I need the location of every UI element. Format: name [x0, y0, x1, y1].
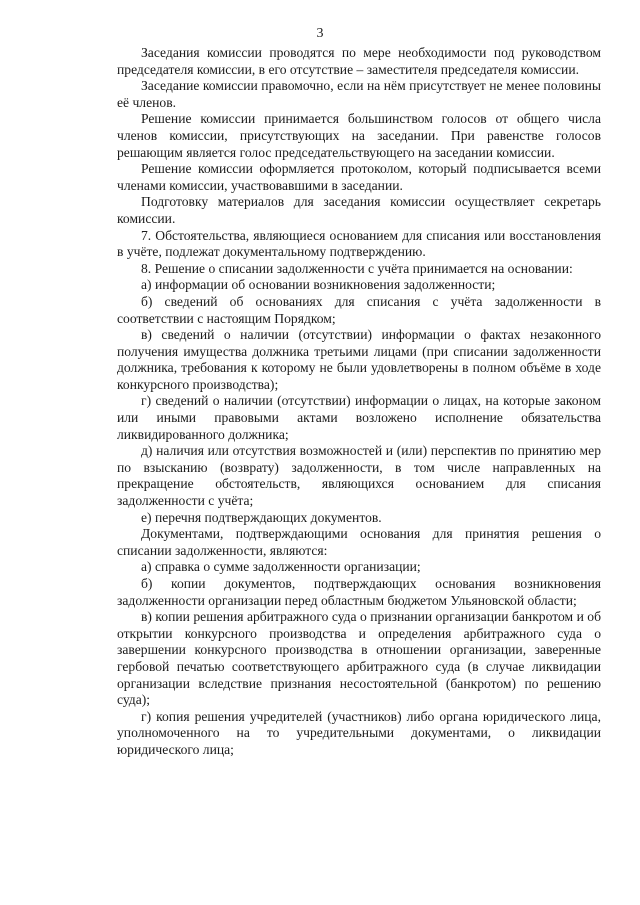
page-number: 3 [316, 26, 324, 41]
paragraph: Документами, подтверждающими основания для принятия решения о списании задолженности, являются: [117, 526, 601, 558]
list-item: б) сведений об основаниях для списания с учёта задолженности в соответствии с настоящим Порядком; [117, 293, 601, 326]
paragraph: Решение комиссии оформляется протоколом, который подписывается всеми членами комиссии, участвовавшими в заседании. [117, 161, 601, 193]
list-item: д) наличия или отсутствия возможностей и (или) перспектив по принятию мер по взысканию (возврату) задолженности, в том числе направленных на прекращение обстоятельств, являющихся основанием для списания задолженности с учёта; [117, 443, 601, 509]
list-item: а) информации об основании возникновения задолженности; [141, 277, 496, 293]
paragraph: Подготовку материалов для заседания комиссии осуществляет секретарь комиссии. [117, 194, 601, 226]
document-body [117, 45, 601, 759]
list-item: в) копии решения арбитражного суда о признании организации банкротом и об открытии конкурсного производства и определения арбитражного суда о завершении конкурсного производства в отношении организации, заверенные гербовой печатью соответствующего арбитражного суда (в случае ликвидации организации вследствие признания несостоятельной (банкротом) по решению суда); [117, 609, 601, 708]
paragraph: Решение комиссии принимается большинством голосов от общего числа членов комиссии, присутствующих на заседании. При равенстве голосов решающим является голос председательствующего на заседании комиссии. [117, 111, 601, 160]
paragraph: 7. Обстоятельства, являющиеся основанием для списания или восстановления в учёте, подлежат документальному подтверждению. [117, 227, 601, 260]
list-item: б) копии документов, подтверждающих основания возникновения задолженности организации перед областным бюджетом Ульяновской области; [117, 576, 601, 608]
list-item: в) сведений о наличии (отсутствии) информации о фактах незаконного получения имущества должника третьими лицами (при списании задолженности должника, требования к которому не были удовлетворены в полном объёме в ходе конкурсного производства); [117, 327, 601, 392]
list-item: г) копия решения учредителей (участников) либо органа юридического лица, уполномоченного на то учредительными документами, о ликвидации юридического лица; [117, 708, 601, 757]
list-item: е) перечня подтверждающих документов. [141, 509, 382, 525]
paragraph: 8. Решение о списании задолженности с учёта принимается на основании: [141, 260, 573, 276]
paragraph: Заседание комиссии правомочно, если на нём присутствует не менее половины её членов. [117, 78, 601, 110]
paragraph: Заседания комиссии проводятся по мере необходимости под руководством председателя комиссии, в его отсутствие – заместителя председателя комиссии. [117, 45, 601, 77]
list-item: г) сведений о наличии (отсутствии) информации о лицах, на которые законом или иными правовыми актами возложено исполнение обязательства ликвидированного должника; [117, 393, 601, 442]
list-item: а) справка о сумме задолженности организации; [141, 559, 421, 575]
